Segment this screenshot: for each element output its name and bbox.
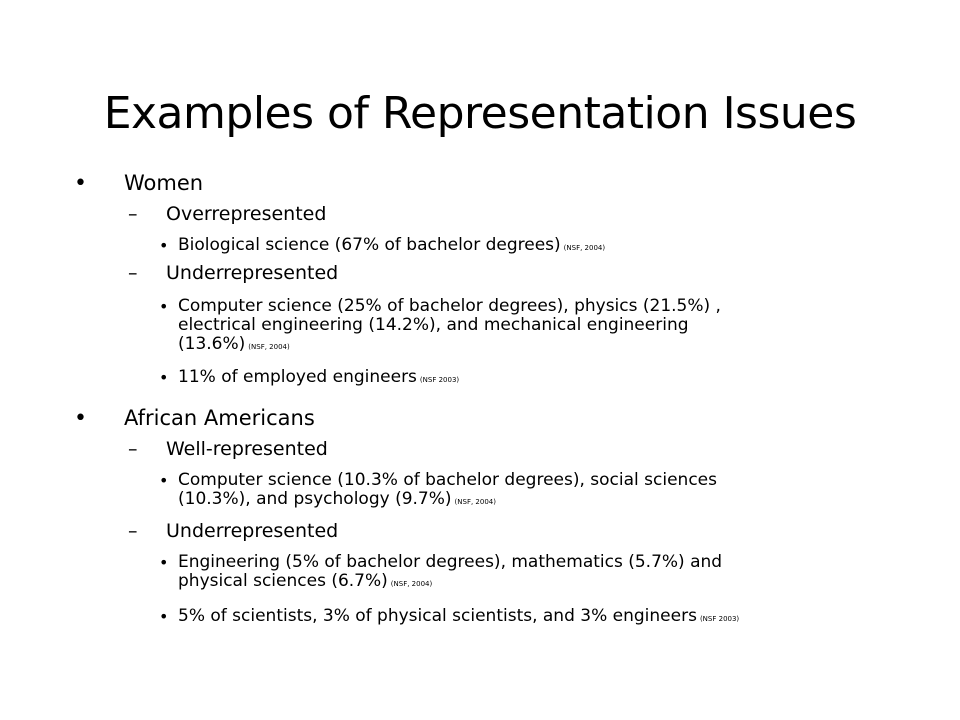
- bullet-icon: •: [159, 297, 169, 316]
- bullet-icon: •: [159, 471, 169, 490]
- bullet-icon: •: [74, 406, 87, 431]
- group-label: Overrepresented: [166, 203, 327, 225]
- item-text-line: Computer science (10.3% of bachelor degrees), social sciences: [178, 470, 717, 490]
- item-text-line: Computer science (25% of bachelor degrees), physics (21.5%) ,: [178, 296, 721, 316]
- item-text: 11% of employed engineers: [178, 367, 417, 387]
- item-text-line: electrical engineering (14.2%), and mechanical engineering: [178, 315, 689, 335]
- dash-icon: –: [128, 262, 138, 284]
- slide-title: Examples of Representation Issues: [103, 88, 857, 139]
- item-text-line: (13.6%): [178, 334, 246, 354]
- citation: (NSF, 2004): [248, 343, 290, 351]
- citation: (NSF, 2004): [390, 580, 433, 588]
- citation: (NSF, 2004): [563, 244, 606, 252]
- citation: (NSF 2003): [419, 376, 460, 384]
- bullet-icon: •: [159, 368, 169, 387]
- bullet-icon: •: [159, 236, 169, 255]
- bullet-icon: •: [74, 171, 87, 196]
- section-label: Women: [124, 171, 204, 195]
- citation: (NSF, 2004): [454, 498, 496, 506]
- group-label: Well-represented: [166, 438, 328, 460]
- dash-icon: –: [128, 520, 138, 542]
- dash-icon: –: [128, 438, 138, 460]
- bullet-icon: •: [159, 607, 169, 626]
- item-text-line: (10.3%), and psychology (9.7%): [178, 489, 452, 509]
- bullet-icon: •: [159, 553, 169, 572]
- citation: (NSF 2003): [699, 615, 740, 623]
- section-label: African Americans: [124, 406, 315, 430]
- group-label: Underrepresented: [166, 262, 339, 284]
- item-text: Biological science (67% of bachelor degrees): [178, 235, 561, 255]
- item-text-line: physical sciences (6.7%): [178, 571, 388, 591]
- dash-icon: –: [128, 203, 138, 225]
- item-text-line: Engineering (5% of bachelor degrees), mathematics (5.7%) and: [178, 552, 723, 572]
- item-text: 5% of scientists, 3% of physical scientists, and 3% engineers: [178, 606, 697, 626]
- group-label: Underrepresented: [166, 520, 339, 542]
